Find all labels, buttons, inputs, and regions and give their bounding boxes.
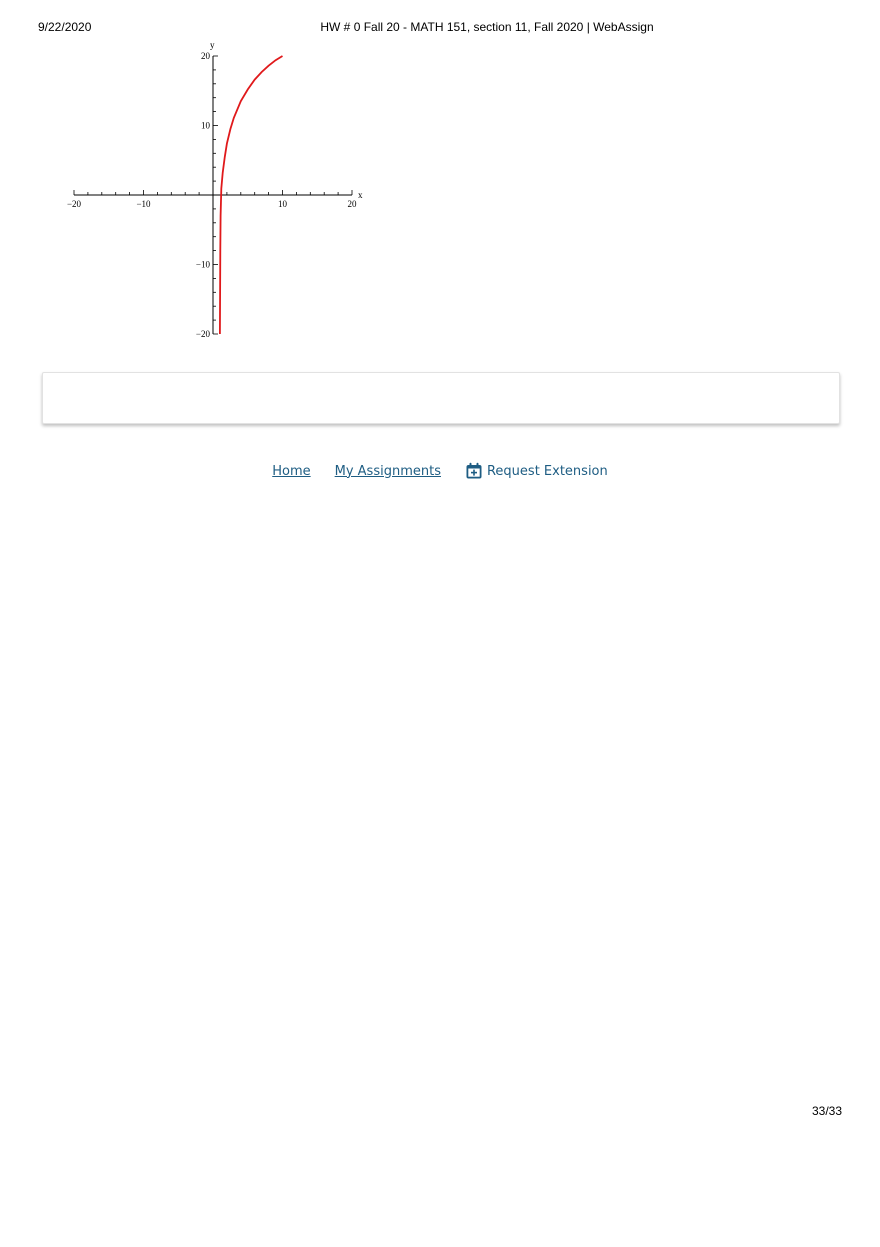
- answer-panel: [42, 372, 840, 424]
- calendar-plus-icon: [465, 462, 483, 480]
- y-tick-label: −10: [195, 259, 210, 270]
- x-axis-label: x: [358, 190, 363, 200]
- my-assignments-link[interactable]: My Assignments: [334, 463, 441, 479]
- request-extension-label: Request Extension: [486, 463, 608, 479]
- y-tick-label: 20: [201, 51, 210, 61]
- y-axis-label: y: [210, 40, 215, 50]
- print-title: HW # 0 Fall 20 - MATH 151, section 11, Fall 2020 | WebAssign: [320, 20, 654, 34]
- page-number: 33/33: [811, 1104, 842, 1118]
- x-tick-label: −10: [136, 199, 151, 209]
- footer-nav: [0, 462, 880, 480]
- x-tick-label: −20: [66, 199, 82, 209]
- function-graph: [60, 40, 380, 345]
- x-tick-label: 10: [278, 199, 287, 209]
- y-tick-label: 10: [201, 120, 210, 131]
- x-tick-label: 20: [347, 199, 357, 209]
- home-link[interactable]: Home: [272, 463, 311, 479]
- print-date: 9/22/2020: [38, 20, 92, 34]
- y-tick-label: −20: [195, 329, 210, 339]
- request-extension-link[interactable]: [465, 462, 608, 480]
